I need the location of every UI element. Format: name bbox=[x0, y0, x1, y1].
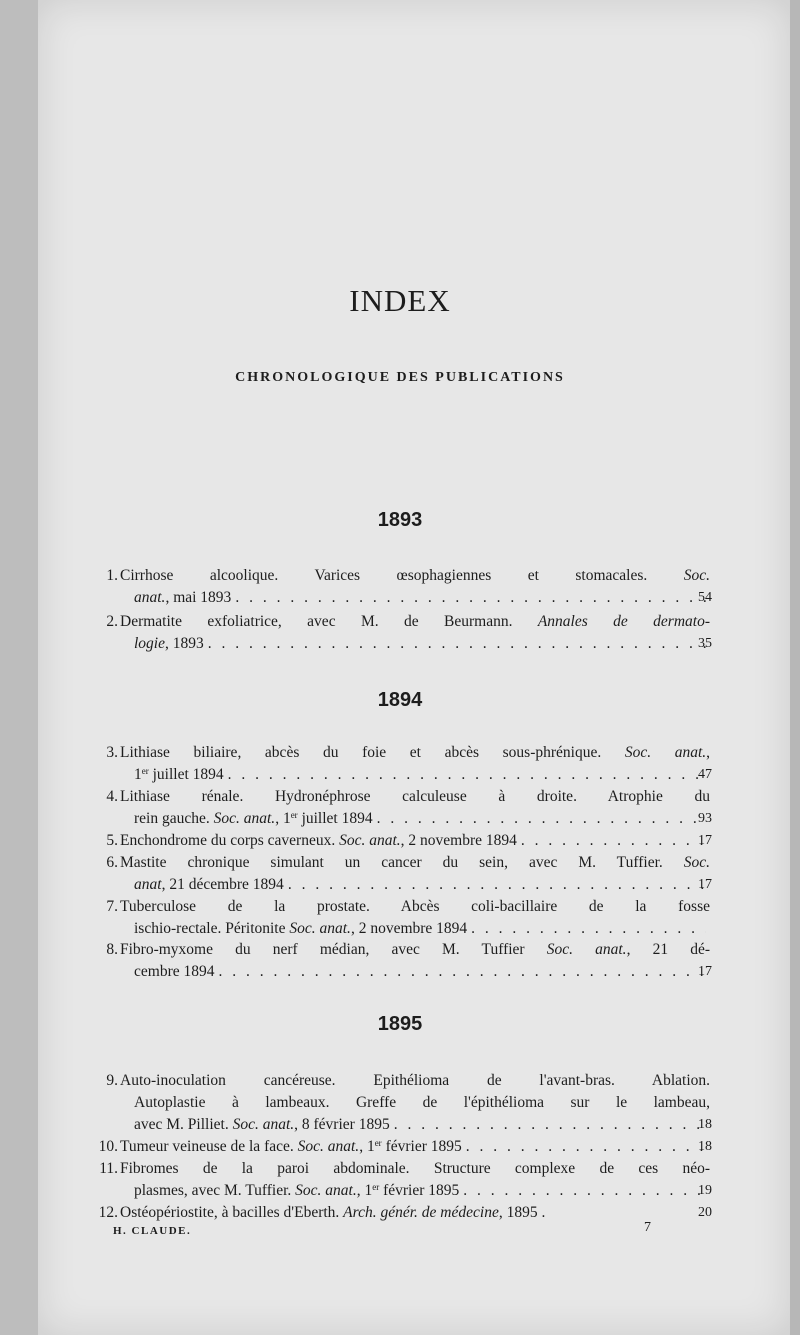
entry-line: Mastite chronique simulant un cancer du sein, avec M. Tuffier. Soc. bbox=[120, 854, 710, 871]
entry-line: Fibro-myxome du nerf médian, avec M. Tuffier Soc. anat., 21 dé- bbox=[120, 941, 710, 958]
index-entry bbox=[90, 611, 710, 655]
entry-number: 4. bbox=[106, 788, 118, 805]
index-entry bbox=[90, 742, 710, 786]
entry-line: anat, 21 décembre 1894 . . . bbox=[134, 874, 710, 896]
entry-line: plasmes, avec M. Tuffier. Soc. anat., 1er février 1895 . . . bbox=[134, 1180, 710, 1202]
entry-line: anat., mai 1893 . . . bbox=[134, 587, 710, 609]
index-entry bbox=[90, 896, 710, 940]
index-entry bbox=[90, 1158, 710, 1202]
index-entry bbox=[90, 786, 710, 830]
year-heading-1894: 1894 bbox=[377, 689, 423, 711]
entry-number: 9. bbox=[106, 1072, 118, 1089]
entry-number: 5. bbox=[106, 832, 118, 849]
entry-line: Ostéopériostite, à bacilles d'Eberth. Arch. génér. de médecine, 1895 . bbox=[120, 1204, 546, 1221]
footer-signature-mark: 7 bbox=[644, 1220, 651, 1235]
entry-line: ischio-rectale. Péritonite Soc. anat., 2 novembre 1894 . . . bbox=[134, 918, 710, 940]
index-entry bbox=[90, 1070, 710, 1136]
entry-number: 2. bbox=[106, 613, 118, 630]
year-heading-1895: 1895 bbox=[377, 1013, 423, 1035]
index-entry bbox=[90, 830, 710, 852]
entry-page-number: 18 bbox=[698, 1117, 712, 1132]
entry-page-number: 35 bbox=[698, 636, 712, 651]
entry-page-number: 17 bbox=[698, 833, 712, 848]
page-gutter-left bbox=[0, 0, 38, 1335]
page-edge-right bbox=[790, 0, 800, 1335]
entry-line: Lithiase biliaire, abcès du foie et abcès sous-phrénique. Soc. anat., bbox=[120, 744, 710, 761]
entry-number: 7. bbox=[106, 898, 118, 915]
entry-line: cembre 1894 . . . bbox=[134, 961, 710, 983]
page-title: INDEX bbox=[349, 283, 451, 318]
entry-number: 1. bbox=[106, 567, 118, 584]
entry-number: 11. bbox=[99, 1160, 118, 1177]
entry-line: Fibromes de la paroi abdominale. Structure complexe de ces néo- bbox=[120, 1160, 710, 1177]
index-entry bbox=[90, 1136, 710, 1158]
entry-number: 6. bbox=[106, 854, 118, 871]
entry-page-number: 47 bbox=[698, 767, 712, 782]
entry-line: Enchondrome du corps caverneux. Soc. anat., 2 novembre 1894 . . . bbox=[120, 830, 710, 852]
entry-line: logie, 1893 . . . bbox=[134, 633, 710, 655]
entry-page-number: 93 bbox=[698, 811, 712, 826]
entry-number: 12. bbox=[98, 1204, 118, 1221]
entry-page-number: 20 bbox=[698, 1205, 712, 1220]
entry-number: 8. bbox=[106, 941, 118, 958]
entry-line: avec M. Pilliet. Soc. anat., 8 février 1895 . . . bbox=[134, 1114, 710, 1136]
entry-line: Tuberculose de la prostate. Abcès coli-bacillaire de la fosse bbox=[120, 898, 710, 915]
page-subtitle: CHRONOLOGIQUE DES PUBLICATIONS bbox=[235, 370, 565, 385]
entry-page-number: 19 bbox=[698, 1183, 712, 1198]
entry-number: 10. bbox=[98, 1138, 118, 1155]
entry-line: Lithiase rénale. Hydronéphrose calculeuse à droite. Atrophie du bbox=[120, 788, 710, 805]
entry-page-number: 54 bbox=[698, 590, 712, 605]
year-heading-1893: 1893 bbox=[377, 509, 423, 531]
index-entry bbox=[90, 565, 710, 609]
entry-line: Dermatite exfoliatrice, avec M. de Beurmann. Annales de dermato- bbox=[120, 613, 710, 630]
entry-line: Autoplastie à lambeaux. Greffe de l'épithélioma sur le lambeau, bbox=[134, 1094, 710, 1111]
entry-line: Cirrhose alcoolique. Varices œsophagiennes et stomacales. Soc. bbox=[120, 567, 710, 584]
entry-line: rein gauche. Soc. anat., 1er juillet 1894 . . . bbox=[134, 808, 710, 830]
footer-author: H. CLAUDE. bbox=[113, 1225, 192, 1237]
entry-line: Auto-inoculation cancéreuse. Epithélioma de l'avant-bras. Ablation. bbox=[120, 1072, 710, 1089]
entry-number: 3. bbox=[106, 744, 118, 761]
index-entry bbox=[90, 939, 710, 983]
entry-line: 1er juillet 1894 . . . bbox=[134, 764, 710, 786]
entry-page-number: 18 bbox=[698, 1139, 712, 1154]
entry-line: Tumeur veineuse de la face. Soc. anat., 1er février 1895 . . . bbox=[120, 1136, 710, 1158]
entry-page-number: 17 bbox=[698, 964, 712, 979]
index-entry bbox=[90, 1202, 710, 1224]
entry-page-number: 17 bbox=[698, 877, 712, 892]
index-entry bbox=[90, 852, 710, 896]
